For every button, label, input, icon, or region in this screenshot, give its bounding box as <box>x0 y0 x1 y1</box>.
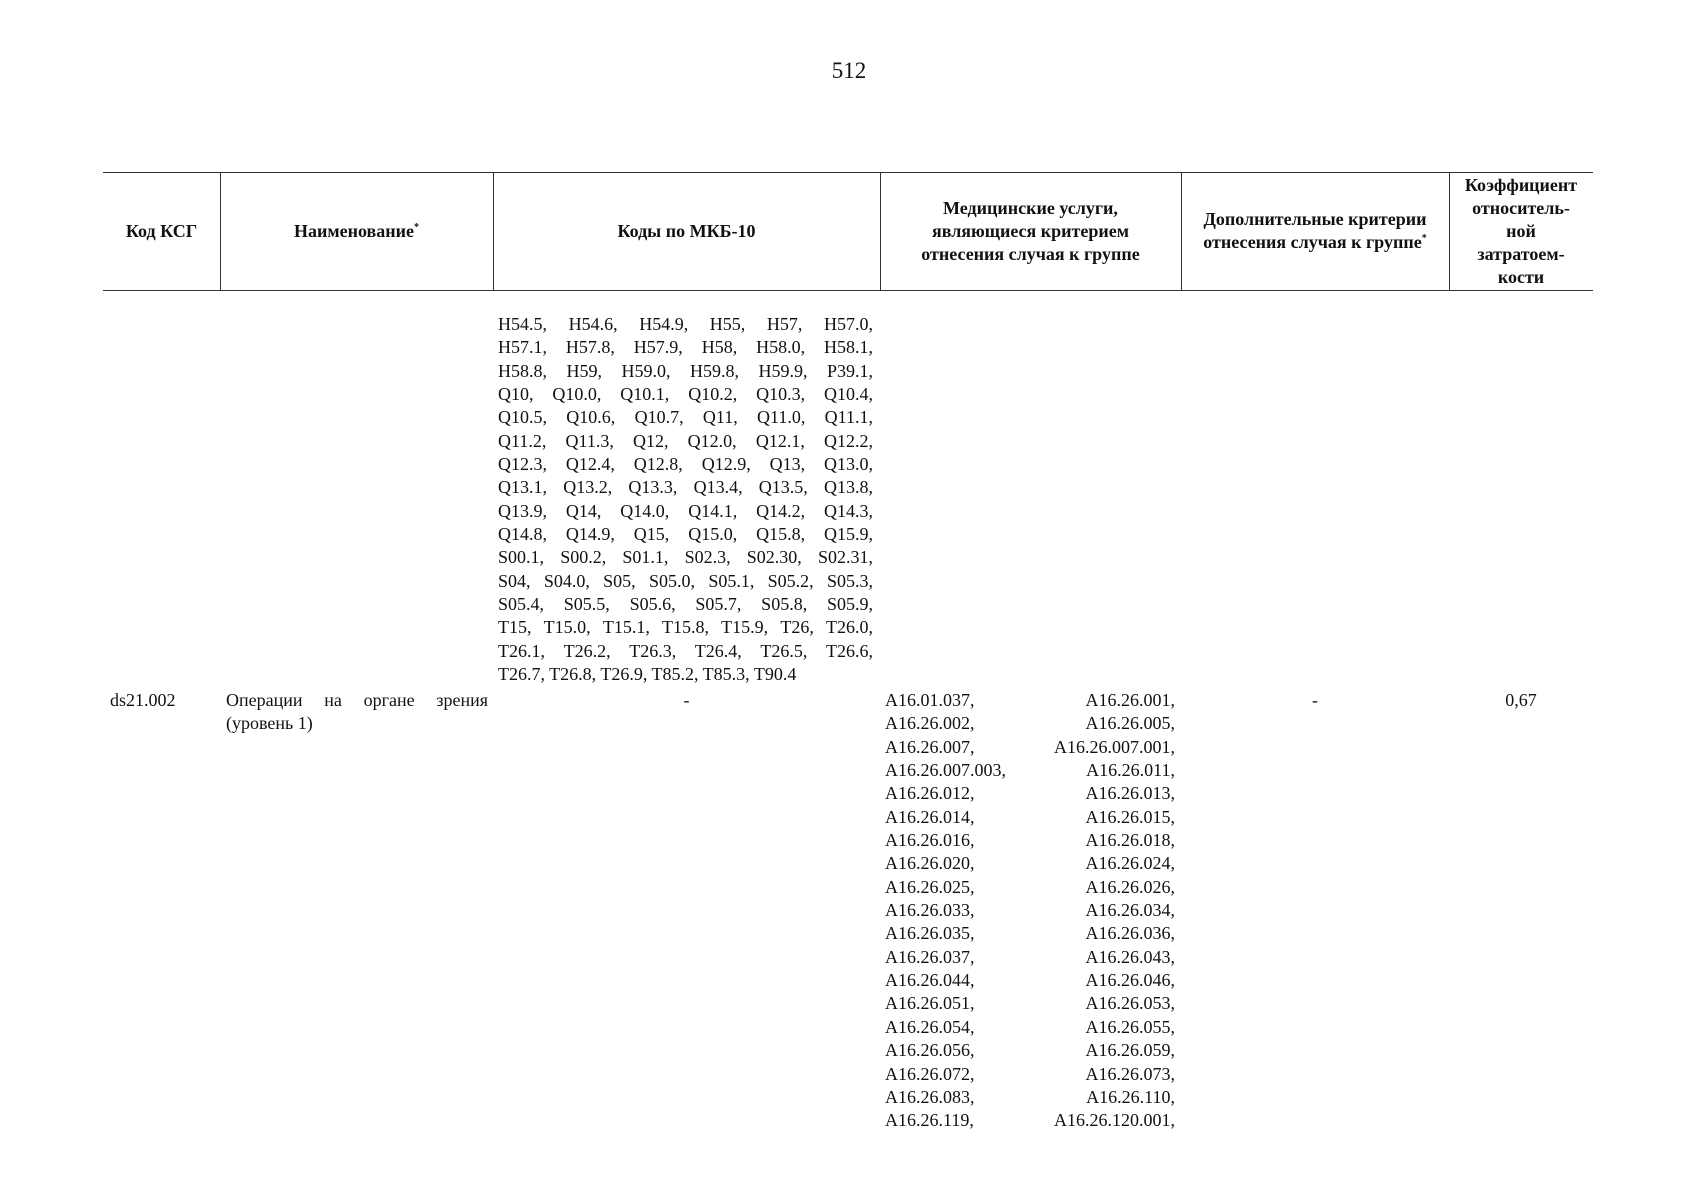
extra-criteria-value: - <box>1312 690 1318 710</box>
service-row: A16.26.072, A16.26.073, <box>885 1063 1175 1084</box>
service-row: A16.26.025, A16.26.026, <box>885 876 1175 897</box>
page-number: 512 <box>831 58 867 83</box>
service-row: A16.26.002, A16.26.005, <box>885 713 1175 734</box>
mkb-line: Q11.2, Q11.3, Q12, Q12.0, Q12.1, Q12.2, <box>498 430 873 451</box>
service-row: A16.26.044, A16.26.046, <box>885 970 1175 991</box>
service-row: A16.26.007, A16.26.007.001, <box>885 736 1175 757</box>
header-coefficient: Коэффициент относитель- ной затратоем- кости <box>1464 174 1578 287</box>
service-row: A16.26.033, A16.26.034, <box>885 900 1175 921</box>
mkb-line: T26.1, T26.2, T26.3, T26.4, T26.5, T26.6, <box>498 640 873 661</box>
mkb-line: S05.4, S05.5, S05.6, S05.7, S05.8, S05.9, <box>498 594 873 615</box>
service-row: A16.26.035, A16.26.036, <box>885 923 1175 944</box>
service-row: A16.26.051, A16.26.053, <box>885 993 1175 1014</box>
service-row: A16.26.083, A16.26.110, <box>885 1086 1175 1107</box>
mkb-line: H57.1, H57.8, H57.9, H58, H58.0, H58.1, <box>498 337 873 358</box>
continued-mkb-codes <box>498 313 873 687</box>
service-row: A16.26.056, A16.26.059, <box>885 1040 1175 1061</box>
service-row: A16.26.014, A16.26.015, <box>885 806 1175 827</box>
mkb-line: S00.1, S00.2, S01.1, S02.3, S02.30, S02.31, <box>498 547 873 568</box>
service-row: A16.26.119, A16.26.120.001, <box>885 1110 1175 1131</box>
mkb-line: Q13.9, Q14, Q14.0, Q14.1, Q14.2, Q14.3, <box>498 500 873 521</box>
mkb-line: Q13.1, Q13.2, Q13.3, Q13.4, Q13.5, Q13.8, <box>498 477 873 498</box>
header-name: Наименование* <box>294 220 419 241</box>
service-row: A16.26.007.003, A16.26.011, <box>885 760 1175 781</box>
header-mkb: Коды по МКБ-10 <box>617 220 756 241</box>
mkb-line: T15, T15.0, T15.1, T15.8, T15.9, T26, T26.0, <box>498 617 873 638</box>
mkb-line: Q10.5, Q10.6, Q10.7, Q11, Q11.0, Q11.1, <box>498 407 873 428</box>
service-row: A16.26.012, A16.26.013, <box>885 783 1175 804</box>
mkb-line: H54.5, H54.6, H54.9, H55, H57, H57.0, <box>498 314 873 334</box>
mkb-line: H58.8, H59, H59.0, H59.8, H59.9, P39.1, <box>498 360 873 381</box>
service-row: A16.26.037, A16.26.043, <box>885 946 1175 967</box>
service-row: A16.01.037, A16.26.001, <box>885 690 1175 710</box>
mkb-codes-value: - <box>683 690 690 710</box>
medical-services-list <box>885 689 1175 1133</box>
service-row: A16.26.020, A16.26.024, <box>885 853 1175 874</box>
header-extra-criteria: Дополнительные критерии отнесения случая к группе* <box>1203 209 1427 252</box>
service-row: A16.26.016, A16.26.018, <box>885 830 1175 851</box>
header-bottom-rule <box>103 290 1593 291</box>
ksg-name: Операции на органе зрения (уровень 1) <box>226 690 488 733</box>
mkb-line: S04, S04.0, S05, S05.0, S05.1, S05.2, S05.3, <box>498 570 873 591</box>
footnote-mark: * <box>414 221 419 233</box>
mkb-line: Q12.3, Q12.4, Q12.8, Q12.9, Q13, Q13.0, <box>498 454 873 475</box>
header-services: Медицинские услуги, являющиеся критерием отнесения случая к группе <box>921 197 1140 264</box>
mkb-line: Q14.8, Q14.9, Q15, Q15.0, Q15.8, Q15.9, <box>498 524 873 545</box>
ksg-code: ds21.002 <box>110 690 176 710</box>
mkb-line: Q10, Q10.0, Q10.1, Q10.2, Q10.3, Q10.4, <box>498 384 873 405</box>
footnote-mark: * <box>1421 233 1427 244</box>
header-code: Код КСГ <box>125 220 198 241</box>
mkb-line: T26.7, T26.8, T26.9, T85.2, T85.3, T90.4 <box>498 664 797 685</box>
coefficient-value: 0,67 <box>1505 690 1537 710</box>
service-row: A16.26.054, A16.26.055, <box>885 1016 1175 1037</box>
